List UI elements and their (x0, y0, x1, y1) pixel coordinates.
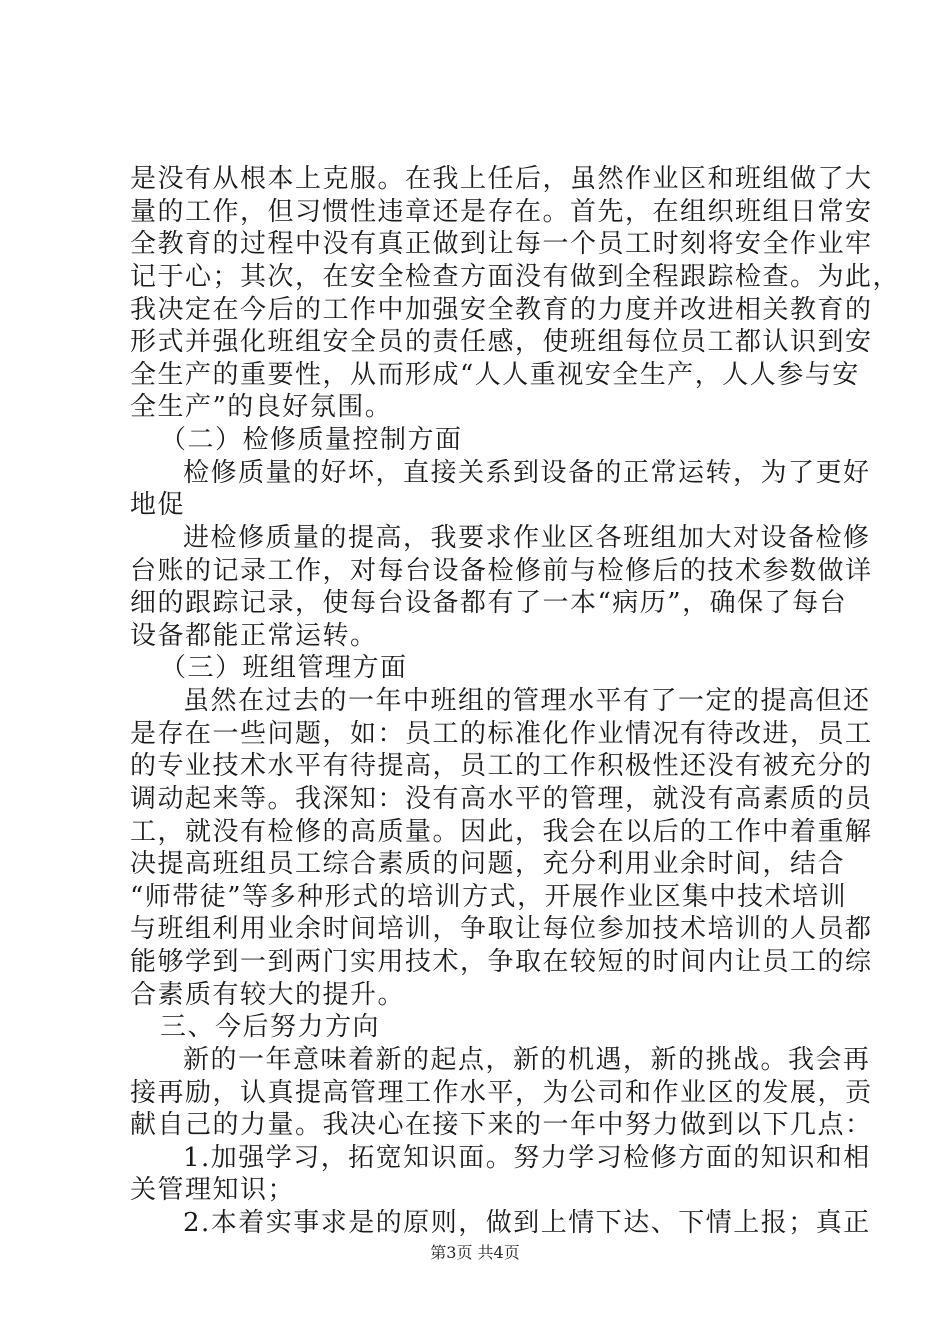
body-text-line: 全生产的重要性，从而形成“人人重视安全生产，人人参与安 (130, 360, 860, 390)
section-heading: （二）检修质量控制方面 (160, 425, 463, 455)
body-text-line: 地促 (130, 490, 186, 520)
body-text-line: 关管理知识； (130, 1175, 296, 1205)
body-text-line: 检修质量的好坏，直接关系到设备的正常运转，为了更好 (183, 458, 871, 488)
body-text-line: 全教育的过程中没有真正做到让每一个员工时刻将安全作业牢 (130, 229, 873, 259)
body-text-line: 的专业技术水平有待提高，员工的工作积极性还没有被充分的 (130, 751, 873, 781)
body-text-line: 2.本着实事求是的原则，做到上情下达、下情上报；真正 (183, 1208, 871, 1238)
body-text-line: 记于心；其次，在安全检查方面没有做到全程跟踪检查。为此， (130, 262, 901, 292)
body-text-line: 调动起来等。我深知：没有高水平的管理，就没有高素质的员 (130, 784, 873, 814)
section-heading: （三）班组管理方面 (160, 653, 408, 683)
body-text-line: 虽然在过去的一年中班组的管理水平有了一定的提高但还 (183, 686, 871, 716)
body-text-line: 是没有从根本上克服。在我上任后，虽然作业区和班组做了大 (130, 164, 873, 194)
body-text-line: 合素质有较大的提升。 (130, 980, 406, 1010)
body-text-line: 新的一年意味着新的起点，新的机遇，新的挑战。我会再 (183, 1045, 871, 1075)
body-text-line: 台账的记录工作，对每台设备检修前与检修后的技术参数做详 (130, 556, 873, 586)
body-text-line: 我决定在今后的工作中加强安全教育的力度并改进相关教育的 (130, 295, 873, 325)
body-text-line: 形式并强化班组安全员的责任感，使班组每位员工都认识到安 (130, 327, 873, 357)
body-text-line: “师带徒”等多种形式的培训方式，开展作业区集中技术培训 (130, 882, 848, 912)
section-heading: 三、今后努力方向 (160, 1012, 381, 1042)
body-text-line: 是存在一些问题，如：员工的标准化作业情况有待改进，员工 (130, 719, 873, 749)
body-text-line: 决提高班组员工综合素质的问题，充分利用业余时间，结合 (130, 849, 846, 879)
body-text-line: 1.加强学习，拓宽知识面。努力学习检修方面的知识和相 (183, 1143, 871, 1173)
page-footer: 第3页 共4页 (430, 1243, 520, 1262)
body-text-line: 接再励，认真提高管理工作水平，为公司和作业区的发展，贡 (130, 1078, 873, 1108)
body-text-line: 与班组利用业余时间培训，争取让每位参加技术培训的人员都 (130, 914, 873, 944)
body-text-line: 献自己的力量。我决心在接下来的一年中努力做到以下几点： (130, 1110, 873, 1140)
body-text-line: 细的跟踪记录，使每台设备都有了一本“病历”，确保了每台 (130, 588, 848, 618)
body-text-line: 全生产”的良好氛围。 (130, 392, 393, 422)
body-text-line: 量的工作，但习惯性违章还是存在。首先，在组织班组日常安 (130, 197, 873, 227)
body-text-line: 设备都能正常运转。 (130, 621, 378, 651)
body-text-line: 工，就没有检修的高质量。因此，我会在以后的工作中着重解 (130, 817, 873, 847)
body-text-line: 进检修质量的提高，我要求作业区各班组加大对设备检修 (183, 523, 871, 553)
body-text-line: 能够学到一到两门实用技术，争取在较短的时间内让员工的综 (130, 947, 873, 977)
